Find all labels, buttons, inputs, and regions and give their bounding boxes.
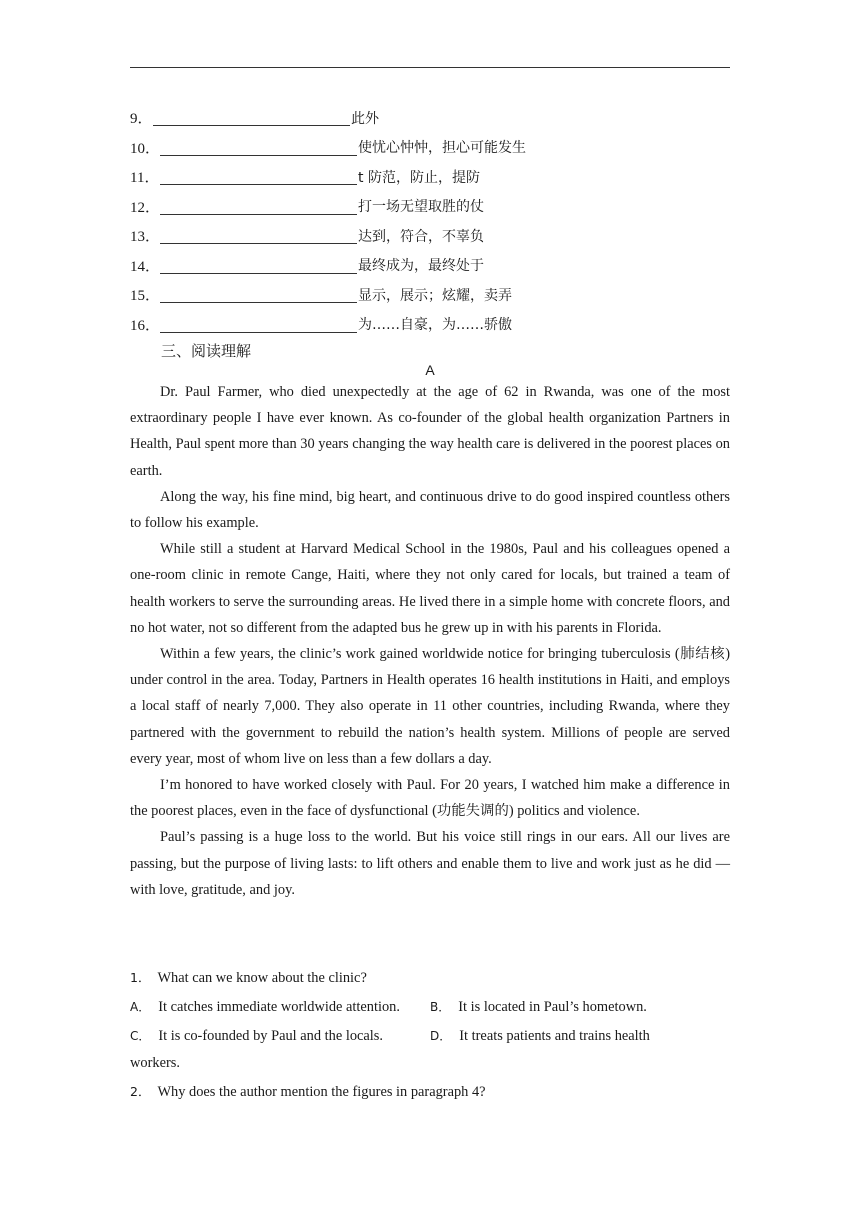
vocab-gloss: 最终成为，最终处于 (358, 258, 484, 275)
question-list (130, 965, 730, 1108)
option-d[interactable] (430, 1023, 730, 1052)
vocab-number: 14． (130, 258, 161, 275)
option-text: It treats patients and trains health (459, 1028, 650, 1044)
passage-paragraph: While still a student at Harvard Medical School in the 1980s, Paul and his colleagues opened a one-room clinic in remote Cange, Haiti, where they not only cared for locals, but trained a team of health workers to serve the surrounding areas. He lived there in a simple home with concrete floors, and no hot water, not so different from the adapted bus he grew up in with his parents in Florida. (130, 541, 730, 636)
passage-paragraph: Paul’s passing is a huge loss to the world. But his voice still rings in our ears. All our lives are passing, but the purpose of living lasts: to lift others and enable them to live and work just as he did — with love, gratitude, and joy. (130, 829, 730, 898)
vocab-item (130, 310, 730, 340)
question-number: 2． (130, 1084, 151, 1099)
answer-blank[interactable] (160, 227, 357, 244)
reading-passage (130, 379, 730, 903)
vocab-number: 11． (130, 170, 160, 187)
question-stem (130, 1079, 730, 1108)
answer-blank[interactable] (160, 139, 357, 156)
vocab-gloss: 达到，符合，不辜负 (358, 228, 484, 245)
vocab-gloss: t 防范，防止，提防 (358, 169, 480, 186)
answer-blank[interactable] (160, 286, 357, 303)
option-letter: C． (130, 1029, 151, 1043)
option-c[interactable] (130, 1023, 430, 1052)
vocab-gloss: 显示，展示；炫耀，卖弄 (358, 287, 512, 304)
vocab-number: 16． (130, 317, 161, 334)
passage-paragraph: Within a few years, the clinic’s work gained worldwide notice for bringing tuberculosis (肺结核) under control in the area. Today, Partners in Health operates 16 health institutions in Haiti, and employs a local staff of nearly 7,000. They also operate in 11 other countries, including Rwanda, where they partnered with the government to rebuild the nation’s health system. Millions of people are served every year, most of whom live on less than a few dollars a day. (130, 646, 730, 767)
vocab-gloss: 此外 (351, 110, 379, 127)
option-letter: D． (430, 1029, 452, 1043)
vocab-item (130, 221, 730, 251)
vocab-number: 15． (130, 288, 161, 305)
passage-paragraph: Dr. Paul Farmer, who died unexpectedly at the age of 62 in Rwanda, was one of the most extraordinary people I have ever known. As co-founder of the global health organization Partners in Health, Paul spent more than 30 years changing the way health care is delivered in the poorest places on earth. (130, 384, 730, 479)
vocab-item (130, 280, 730, 310)
vocab-number: 10． (130, 140, 161, 157)
option-b[interactable] (430, 994, 730, 1023)
option-text: It is co-founded by Paul and the locals. (158, 1028, 383, 1044)
passage-paragraph: Along the way, his fine mind, big heart, and continuous drive to do good inspired countless others to follow his example. (130, 488, 730, 532)
answer-blank[interactable] (160, 257, 357, 274)
vocab-gloss: 打一场无望取胜的仗 (358, 199, 484, 216)
answer-blank[interactable] (160, 168, 357, 185)
question-text: What can we know about the clinic? (157, 970, 367, 986)
passage-label: A (425, 362, 435, 378)
option-row (130, 1023, 730, 1052)
question-number: 1． (130, 970, 151, 985)
option-a[interactable] (130, 994, 430, 1023)
answer-blank[interactable] (153, 109, 350, 126)
option-letter: A． (130, 1000, 151, 1014)
option-text: It is located in Paul’s hometown. (458, 999, 647, 1015)
vocab-gloss: 使忧心忡忡，担心可能发生 (358, 140, 526, 157)
question-text: Why does the author mention the figures in paragraph 4? (157, 1084, 486, 1100)
passage-paragraph: I’m honored to have worked closely with Paul. For 20 years, I watched him make a difference in the poorest places, even in the face of dysfunctional (功能失调的) politics and violence. (130, 777, 730, 820)
question-stem (130, 965, 730, 994)
header-rule (130, 67, 730, 68)
vocab-gloss: 为……自豪，为……骄傲 (358, 317, 512, 334)
section-title: 三、阅读理解 (161, 342, 252, 360)
vocab-item (130, 103, 730, 133)
option-text: It catches immediate worldwide attention. (158, 999, 400, 1015)
vocab-item (130, 251, 730, 281)
answer-blank[interactable] (160, 198, 357, 215)
answer-blank[interactable] (160, 316, 357, 333)
vocab-number: 12． (130, 199, 161, 216)
vocab-item (130, 133, 730, 163)
option-row (130, 994, 730, 1023)
vocab-number: 9． (130, 111, 153, 128)
vocabulary-list (130, 103, 730, 339)
option-d-continuation: workers. (130, 1055, 180, 1071)
vocab-item (130, 192, 730, 222)
vocab-number: 13． (130, 229, 161, 246)
vocab-item (130, 162, 730, 192)
option-letter: B． (430, 1000, 451, 1014)
